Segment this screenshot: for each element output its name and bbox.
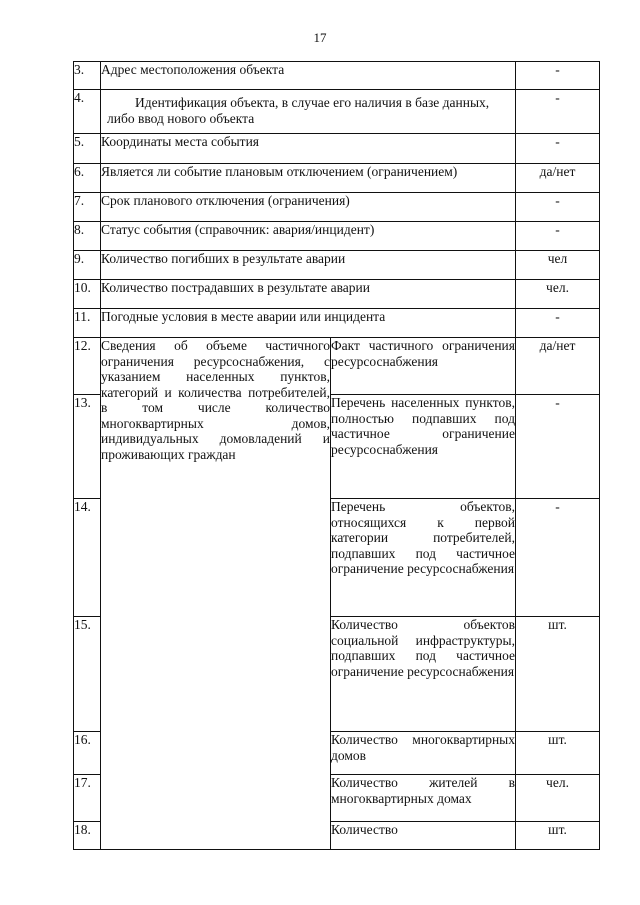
row-value: -	[516, 62, 600, 90]
row-value: чел.	[516, 775, 600, 822]
row-value: -	[516, 395, 600, 499]
row-value: чел	[516, 251, 600, 280]
row-number: 4.	[74, 90, 101, 134]
row-value: -	[516, 134, 600, 164]
row-number: 6.	[74, 164, 101, 193]
row-label: Погодные условия в месте аварии или инцидента	[101, 309, 516, 338]
row-label: Количество многоквартирных домов	[331, 732, 516, 775]
row-number: 14.	[74, 499, 101, 617]
row-number: 12.	[74, 338, 101, 395]
row-number: 7.	[74, 193, 101, 222]
table-row	[74, 90, 600, 134]
row-number: 11.	[74, 309, 101, 338]
row-label: Количество	[331, 822, 516, 850]
table-row	[74, 280, 600, 309]
page-number: 17	[313, 30, 327, 45]
row-number: 8.	[74, 222, 101, 251]
row-label: Идентификация объекта, в случае его наличия в базе данных, либо ввод нового объекта	[101, 90, 516, 134]
row-number: 16.	[74, 732, 101, 775]
table-row	[74, 251, 600, 280]
table-row	[74, 193, 600, 222]
table-row	[74, 309, 600, 338]
row-value: -	[516, 222, 600, 251]
row-number: 3.	[74, 62, 101, 90]
row-number: 5.	[74, 134, 101, 164]
table-row	[74, 62, 600, 90]
row-value: чел.	[516, 280, 600, 309]
row-label: Адрес местоположения объекта	[101, 62, 516, 90]
row-value: -	[516, 90, 600, 134]
row-value: да/нет	[516, 338, 600, 395]
row-number: 13.	[74, 395, 101, 499]
table-row	[74, 134, 600, 164]
row-number: 18.	[74, 822, 101, 850]
row-value: да/нет	[516, 164, 600, 193]
row-value: шт.	[516, 732, 600, 775]
table-row	[74, 222, 600, 251]
row-label: Срок планового отключения (ограничения)	[101, 193, 516, 222]
row-label: Количество пострадавших в результате аварии	[101, 280, 516, 309]
row-label: Количество жителей в многоквартирных домах	[331, 775, 516, 822]
data-table	[73, 61, 600, 850]
row-value: шт.	[516, 617, 600, 732]
table-row	[74, 338, 600, 395]
row-label: Факт частичного ограничения ресурсоснабжения	[331, 338, 516, 395]
row-number: 17.	[74, 775, 101, 822]
row-label: Перечень объектов, относящихся к первой категории потребителей, подпавших под частичное ограничение ресурсоснабжения	[331, 499, 516, 617]
row-value: -	[516, 193, 600, 222]
row-number: 15.	[74, 617, 101, 732]
row-label: Перечень населенных пунктов, полностью подпавших под частичное ограничение ресурсоснабжения	[331, 395, 516, 499]
row-label: Количество погибших в результате аварии	[101, 251, 516, 280]
table-row	[74, 164, 600, 193]
row-label: Статус события (справочник: авария/инцидент)	[101, 222, 516, 251]
row-value: -	[516, 309, 600, 338]
row-value: шт.	[516, 822, 600, 850]
row-label: Количество объектов социальной инфраструктуры, подпавших под частичное ограничение ресурсоснабжения	[331, 617, 516, 732]
row-value: -	[516, 499, 600, 617]
row-label: Является ли событие плановым отключением (ограничением)	[101, 164, 516, 193]
row-number: 9.	[74, 251, 101, 280]
group-description: Сведения об объеме частичного ограничения ресурсоснабжения, с указанием населенных пунктов, категорий и количества потребителей, в том числе количество многоквартирных домов, индивидуальных домовладений и проживающих граждан	[101, 338, 331, 850]
row-label: Координаты места события	[101, 134, 516, 164]
row-number: 10.	[74, 280, 101, 309]
